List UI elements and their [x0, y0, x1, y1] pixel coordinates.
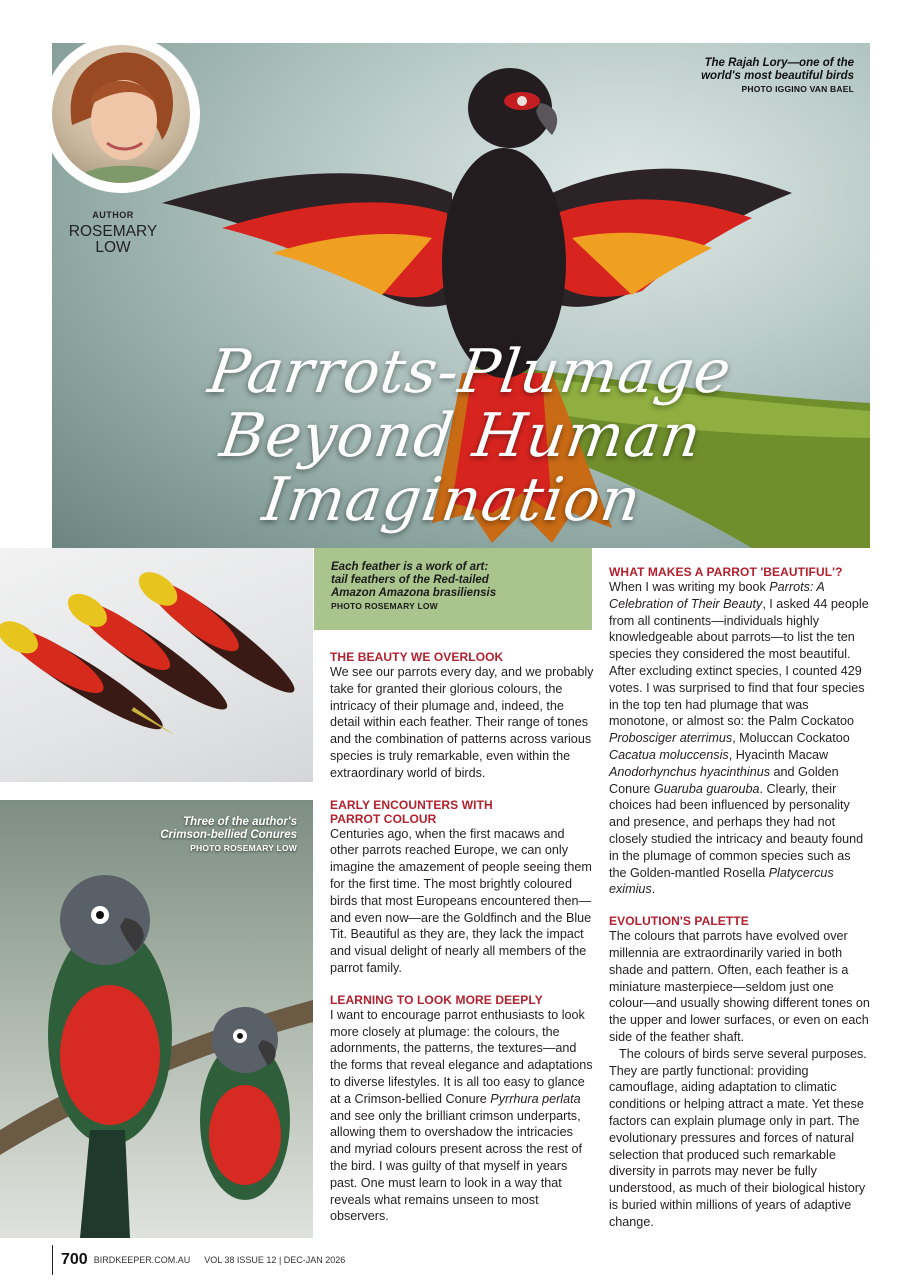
title-line-2: Beyond Human Imagination	[216, 401, 706, 535]
tail-feathers-illustration	[0, 548, 313, 782]
title-line-1: Parrots-Plumage	[204, 337, 736, 407]
page-number: 700	[61, 1251, 88, 1268]
conures-photo-credit: PHOTO ROSEMARY LOW	[190, 843, 297, 853]
author-byline	[62, 210, 164, 256]
article-column-1	[330, 650, 596, 1225]
crimson-bellied-conures-illustration	[0, 800, 313, 1238]
author-portrait-frame	[42, 35, 200, 193]
species-platycercus: Platycercus eximius	[609, 865, 834, 897]
heading-beauty: THE BEAUTY WE OVERLOOK	[330, 650, 504, 664]
hero-photo-credit: PHOTO IGGINO VAN BAEL	[741, 84, 854, 94]
feathers-caption-line1: Each feather is a work of art:	[331, 561, 489, 573]
footer-issue: VOL 38 ISSUE 12 | DEC-JAN 2026	[204, 1255, 346, 1265]
article-column-2	[609, 565, 871, 1230]
page-footer	[52, 1245, 345, 1275]
feathers-caption-box	[314, 548, 592, 630]
para-beautiful: When I was writing my book Parrots: A Celebration of Their Beauty, I asked 44 people from all continents—individuals highly knowledgeable about parrots—to list the ten species they considered the most beautiful. After excluding extinct species, I counted 429 votes. I was surprised to find that four species in the top ten had plumage that was monotone, or almost so: the Palm Cockatoo Probosciger aterrimus, Moluccan Cockatoo Cacatua moluccensis, Hyacinth Macaw Anodorhynchus hyacinthinus and Golden Conure Guaruba guarouba. Clearly, their choices had been influenced by personality and presence, and perhaps they had not closely studied the intricacy and beauty found in the plumage of common species such as the Golden-mantled Rosella Platycercus eximius.	[609, 580, 869, 897]
para-evolution-1: The colours that parrots have evolved over millennia are extraordinarily varied in both shade and pattern. Often, each feather is a miniature masterpiece—seldom just one colour—and usually showing different tones on the upper and lower surfaces, or even on each side of the feather shaft.	[609, 929, 870, 1044]
footer-site: BIRDKEEPER.COM.AU	[93, 1255, 191, 1265]
heading-learning: LEARNING TO LOOK MORE DEEPLY	[330, 992, 543, 1007]
para-evolution-2: The colours of birds serve several purposes. They are partly functional: providing camouflage, aiding adaptation to climatic conditions or helping attract a mate. Yet these factors can explain plumage only in part. The evolutionary pressures and forces of natural selection that produced such remarkable diversity in parrots may never be fully understood, as much of their biological history is buried within millions of years of adaptive change.	[609, 1046, 867, 1229]
species-anodorhynchus: Anodorhynchus hyacinthinus	[609, 764, 771, 779]
heading-early-line1: EARLY ENCOUNTERS WITH	[330, 797, 493, 812]
species-guaruba: Guaruba guarouba	[653, 781, 760, 796]
feathers-caption-line2: tail feathers of the Red-tailed	[331, 574, 489, 586]
article-title	[39, 337, 884, 535]
para-beauty: We see our parrots every day, and we probably take for granted their glorious colours, the intricacy of their plumage and, indeed, the detail within each feather. Their range of tones and the combination of patterns across various species is truly remarkable, even within the extraordinary world of birds.	[330, 665, 594, 780]
hero-caption-line2: world's most beautiful birds	[701, 70, 854, 82]
heading-early-line2: PARROT COLOUR	[330, 811, 437, 826]
heading-beautiful: WHAT MAKES A PARROT 'BEAUTIFUL'?	[609, 565, 843, 579]
author-label: AUTHOR	[92, 210, 134, 220]
author-name-line1: ROSEMARY	[68, 223, 158, 240]
book-title: Parrots: A Celebration of Their Beauty	[609, 580, 825, 611]
species-probosciger: Probosciger aterrimus	[609, 731, 733, 746]
hero-caption	[701, 57, 854, 96]
heading-evolution: EVOLUTION'S PALETTE	[609, 914, 749, 929]
feathers-photo	[0, 548, 313, 782]
conures-photo	[0, 800, 313, 1238]
para-learning: I want to encourage parrot enthusiasts to look more closely at plumage: the colours, the adornments, the patterns, the textures—and the forms that reveal elegance and adaptations to diverse lifestyles. It is all too easy to glance at a Crimson-bellied Conure Pyrrhura perlata and see only the brilliant crimson underparts, allowing them to overshadow the intricacies and myriad colours present across the rest of the bird. I was guilty of that myself in years past. One must learn to look in a way that reveals what remains unseen to most observers.	[330, 1007, 593, 1224]
species-cacatua: Cacatua moluccensis	[609, 747, 729, 762]
conures-caption	[160, 816, 297, 855]
author-name-line2: LOW	[95, 239, 131, 256]
conures-caption-line1: Three of the author's	[183, 816, 297, 828]
author-portrait	[52, 45, 190, 183]
conures-caption-line2: Crimson-bellied Conures	[160, 829, 297, 841]
feathers-photo-credit: PHOTO ROSEMARY LOW	[331, 601, 438, 611]
feathers-caption-line3: Amazon Amazona brasiliensis	[331, 587, 497, 599]
species-pyrrhura-perlata: Pyrrhura perlata	[490, 1091, 581, 1106]
para-early: Centuries ago, when the first macaws and other parrots reached Europe, we can only imagine the amazement of people seeing them for the first time. The most brightly coloured birds that most Europeans encountered then—and even now—are the Goldfinch and the Blue Tit. Beautiful as they are, they lack the impact and visual delight of nearly all members of the parrot family.	[330, 826, 592, 975]
hero-caption-line1: The Rajah Lory—one of the	[704, 57, 854, 69]
